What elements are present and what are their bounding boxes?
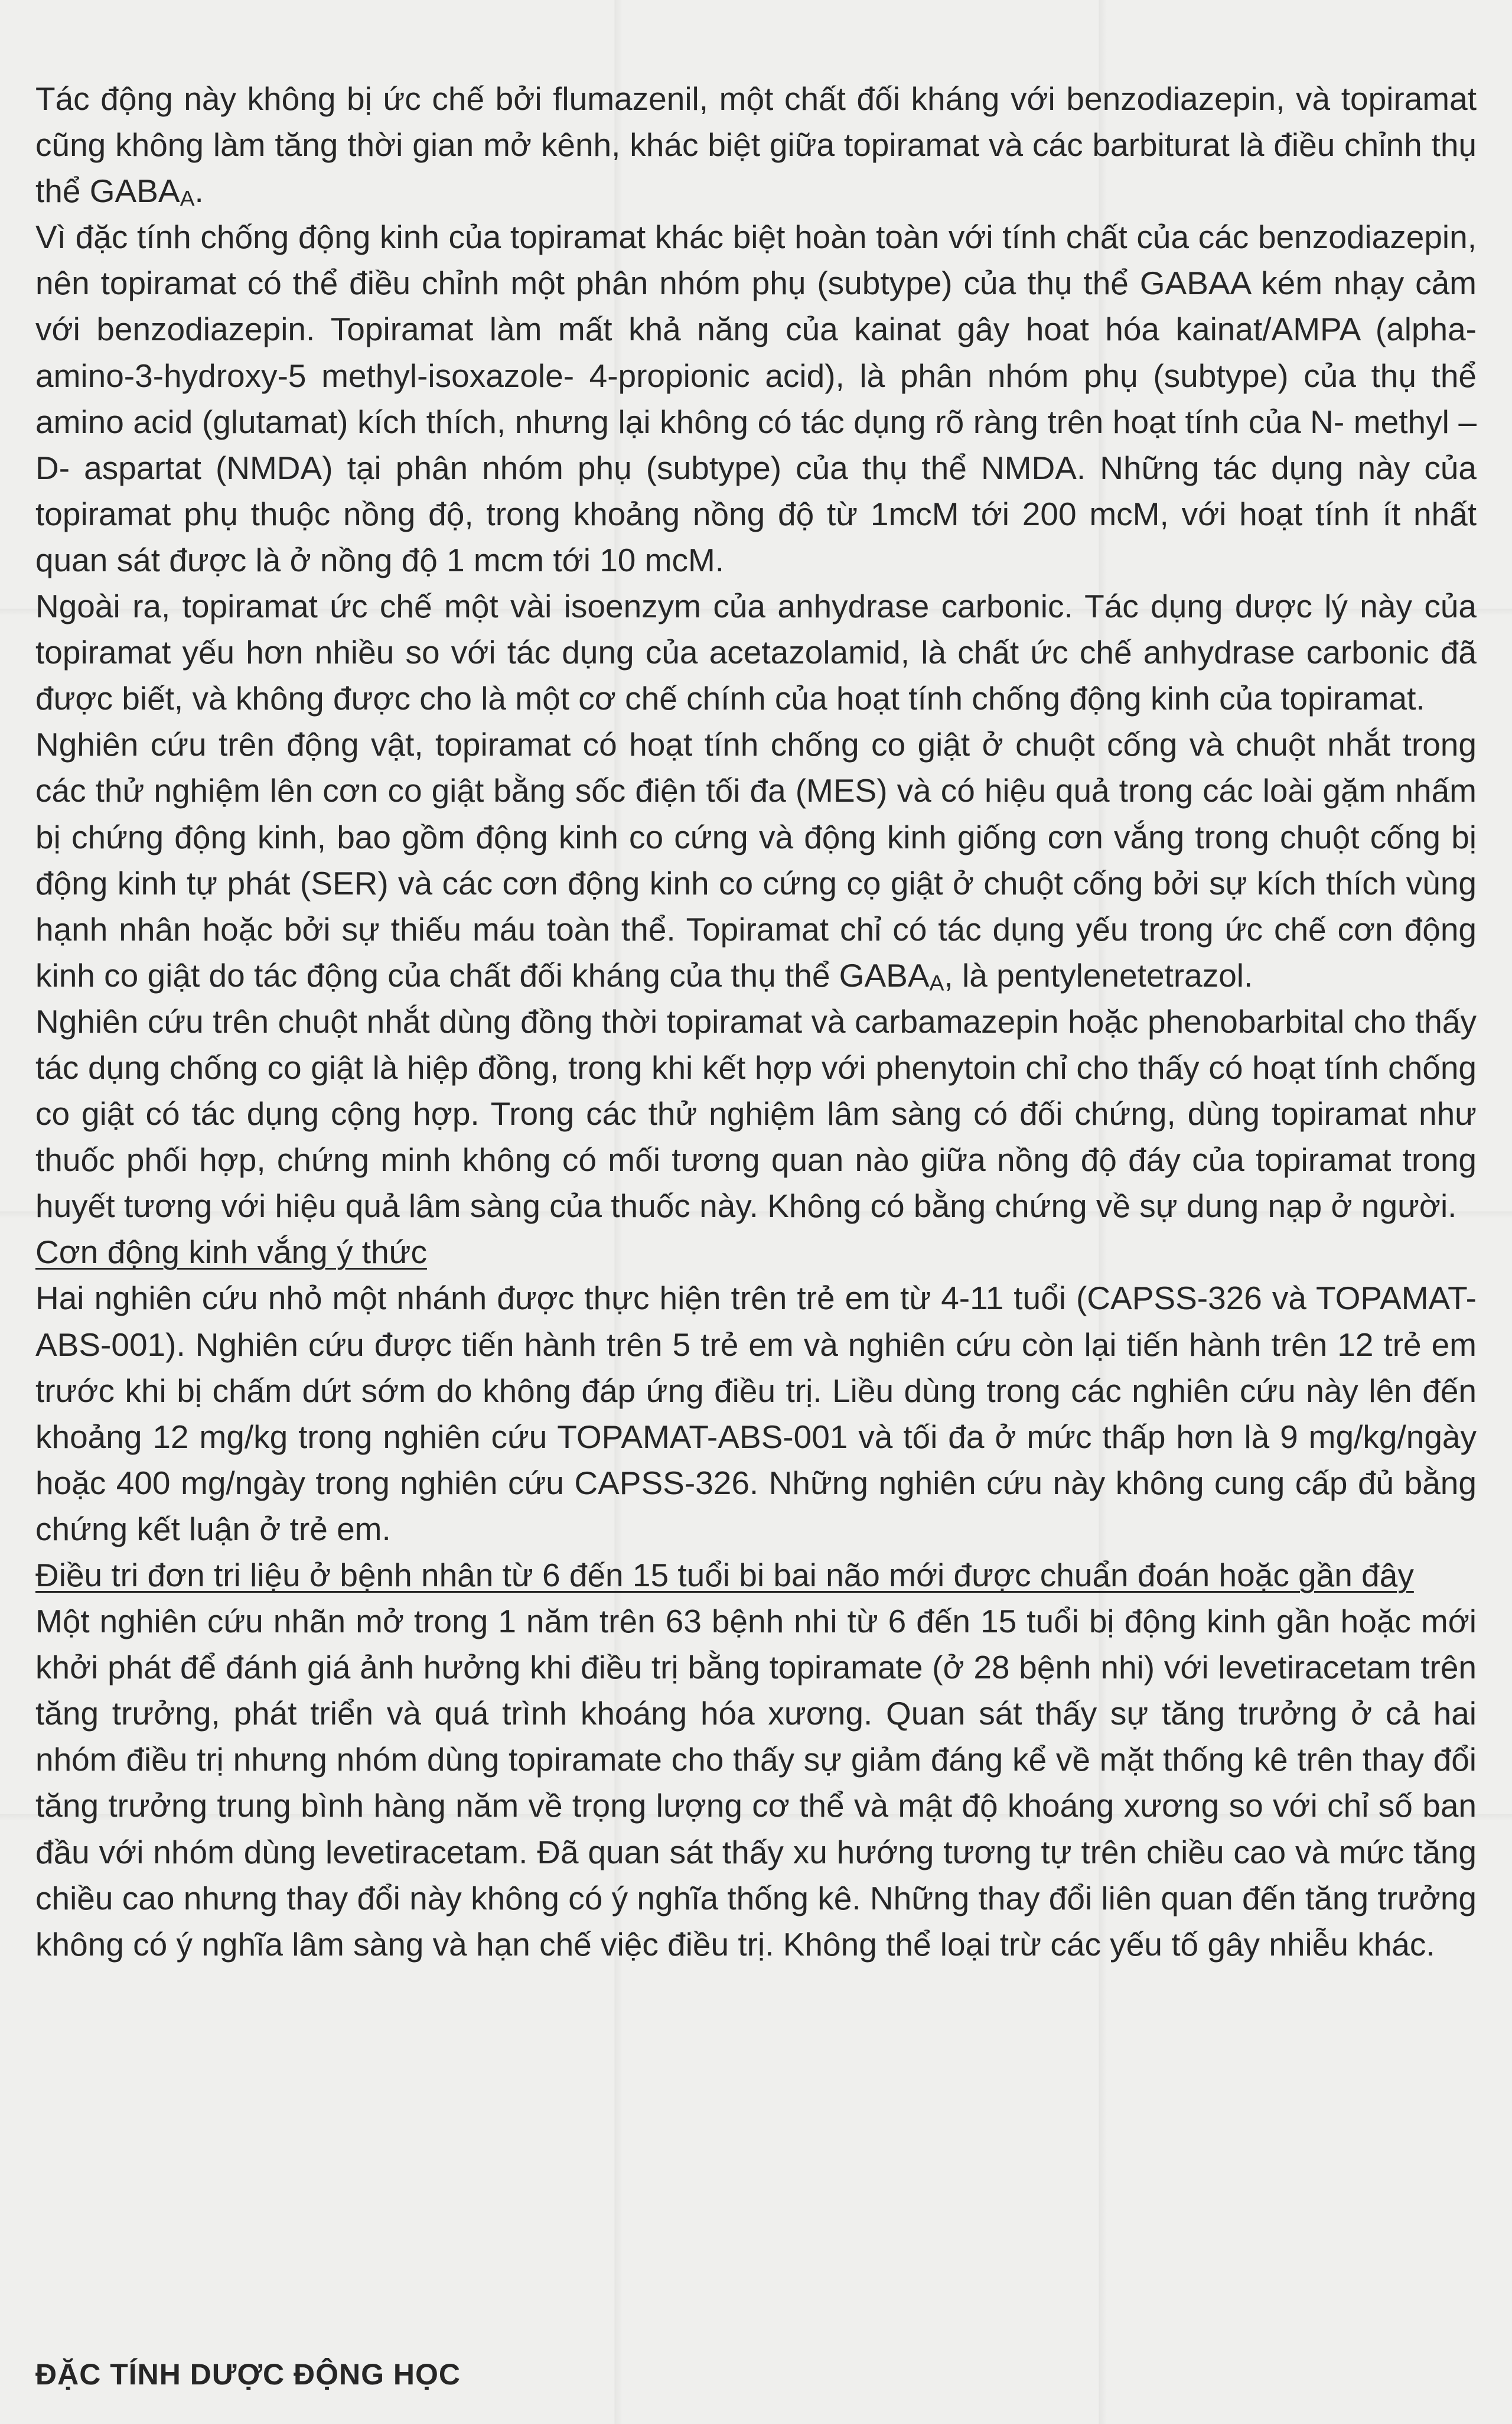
document-body [35,76,1477,1967]
paragraph-antiepileptic-mechanism: Vì đặc tính chống động kinh của topiramat khác biệt hoàn toàn với tính chất của các benzodiazepin, nên topiramat có thể điều chỉnh một phân nhóm phụ (subtype) của thụ thể GABAA kém nhạy cảm với benzodiazepin. Topiramat làm mất khả năng của kainat gây hoat hóa kainat/AMPA (alpha-amino-3-hydroxy-5 methyl-isoxazole- 4-propionic acid), là phân nhóm phụ (subtype) của thụ thể amino acid (glutamat) kích thích, nhưng lại không có tác dụng rõ ràng trên hoạt tính của N- methyl –D- aspartat (NMDA) tại phân nhóm phụ (subtype) của thụ thể NMDA. Những tác dụng này của topiramat phụ thuộc nồng độ, trong khoảng nồng độ từ 1mcM tới 200 mcM, với hoạt tính ít nhất quan sát được là ở nồng độ 1 mcm tới 10 mcM. [35,219,1477,578]
paragraph-growth-study: Một nghiên cứu nhãn mở trong 1 năm trên 63 bệnh nhi từ 6 đến 15 tuổi bị động kinh gần hoặc mới khởi phát để đánh giá ảnh hưởng khi điều trị bằng topiramate (ở 28 bệnh nhi) với levetiracetam trên tăng trưởng, phát triển và quá trình khoáng hóa xương. Quan sát thấy sự tăng trưởng ở cả hai nhóm điều trị nhưng nhóm dùng topiramate cho thấy sự giảm đáng kể về mặt thống kê trên thay đổi tăng trưởng trung bình hàng năm về trọng lượng cơ thể và mật độ khoáng xương so với chỉ số ban đầu với nhóm dùng levetiracetam. Đã quan sát thấy xu hướng tương tự trên chiều cao và mức tăng chiều cao nhưng thay đổi này không có ý nghĩa thống kê. Những thay đổi liên quan đến tăng trưởng không có ý nghĩa lâm sàng và hạn chế việc điều trị. Không thể loại trừ các yếu tố gây nhiễu khác. [35,1603,1477,1963]
paragraph-absence-studies: Hai nghiên cứu nhỏ một nhánh được thực hiện trên trẻ em từ 4-11 tuổi (CAPSS-326 và TOPAMAT-ABS-001). Nghiên cứu được tiến hành trên 5 trẻ em và nghiên cứu còn lại tiến hành trên 12 trẻ em trước khi bị chấm dứt sớm do không đáp ứng điều trị. Liều dùng trong các nghiên cứu này lên đến khoảng 12 mg/kg trong nghiên cứu TOPAMAT-ABS-001 và tối đa ở mức thấp hơn là 9 mg/kg/ngày hoặc 400 mg/ngày trong nghiên cứu CAPSS-326. Những nghiên cứu này không cung cấp đủ bằng chứng kết luận ở trẻ em. [35,1280,1477,1547]
paragraph-combination-studies: Nghiên cứu trên chuột nhắt dùng đồng thời topiramat và carbamazepin hoặc phenobarbital cho thấy tác dụng chống co giật là hiệp đồng, trong khi kết hợp với phenytoin chỉ cho thấy có hoạt tính chống co giật có tác dụng cộng hợp. Trong các thử nghiệm lâm sàng có đối chứng, dùng topiramat như thuốc phối hợp, chứng minh không có mối tương quan nào giữa nồng độ đáy của topiramat trong huyết tương với hiệu quả lâm sàng của thuốc này. Không có bằng chứng về sự dung nạp ở người. [35,1003,1477,1225]
section-title-pharmacokinetics: ĐẶC TÍNH DƯỢC ĐỘNG HỌC [35,2358,461,2391]
subscript-a: A [929,970,944,995]
subscript-a: A [180,186,195,211]
heading-monotherapy-children: Điều tri đơn tri liệu ở bệnh nhân từ 6 đến 15 tuổi bi bai não mới được chuẩn đoán hoặc gần đây [35,1557,1414,1593]
paragraph-carbonic-anhydrase: Ngoài ra, topiramat ức chế một vài isoenzym của anhydrase carbonic. Tác dụng dược lý này của topiramat yếu hơn nhiều so với tác dụng của acetazolamid, là chất ức chế anhydrase carbonic đã được biết, và không được cho là một cơ chế chính của hoạt tính chống động kinh của topiramat. [35,588,1477,717]
paragraph-animal-studies: Nghiên cứu trên động vật, topiramat có hoạt tính chống co giật ở chuột cống và chuột nhắt trong các thử nghiệm lên cơn co giật bằng sốc điện tối đa (MES) và có hiệu quả trong các loài gặm nhấm bị chứng động kinh, bao gồm động kinh co cứng và động kinh giống cơn vắng trong chuột cống bị động kinh tự phát (SER) và các cơn động kinh co cứng cọ giật ở chuột cống bởi sự kích thích vùng hạnh nhân hoặc bởi sự thiếu máu toàn thể. Topiramat chỉ có tác dụng yếu trong ức chế cơn động kinh co giật do tác động của chất đối kháng của thụ thể $GABA_A$, là pentylenetetrazol. [35,726,1477,995]
heading-absence-seizures: Cơn động kinh vắng ý thức [35,1234,427,1271]
paragraph-gaba-flumazenil: Tác động này không bị ức chế bởi flumazenil, một chất đối kháng với benzodiazepin, và topiramat cũng không làm tăng thời gian mở kênh, khác biệt giữa topiramat và các barbiturat là điều chỉnh thụ thể $GABA_A$. [35,80,1477,211]
